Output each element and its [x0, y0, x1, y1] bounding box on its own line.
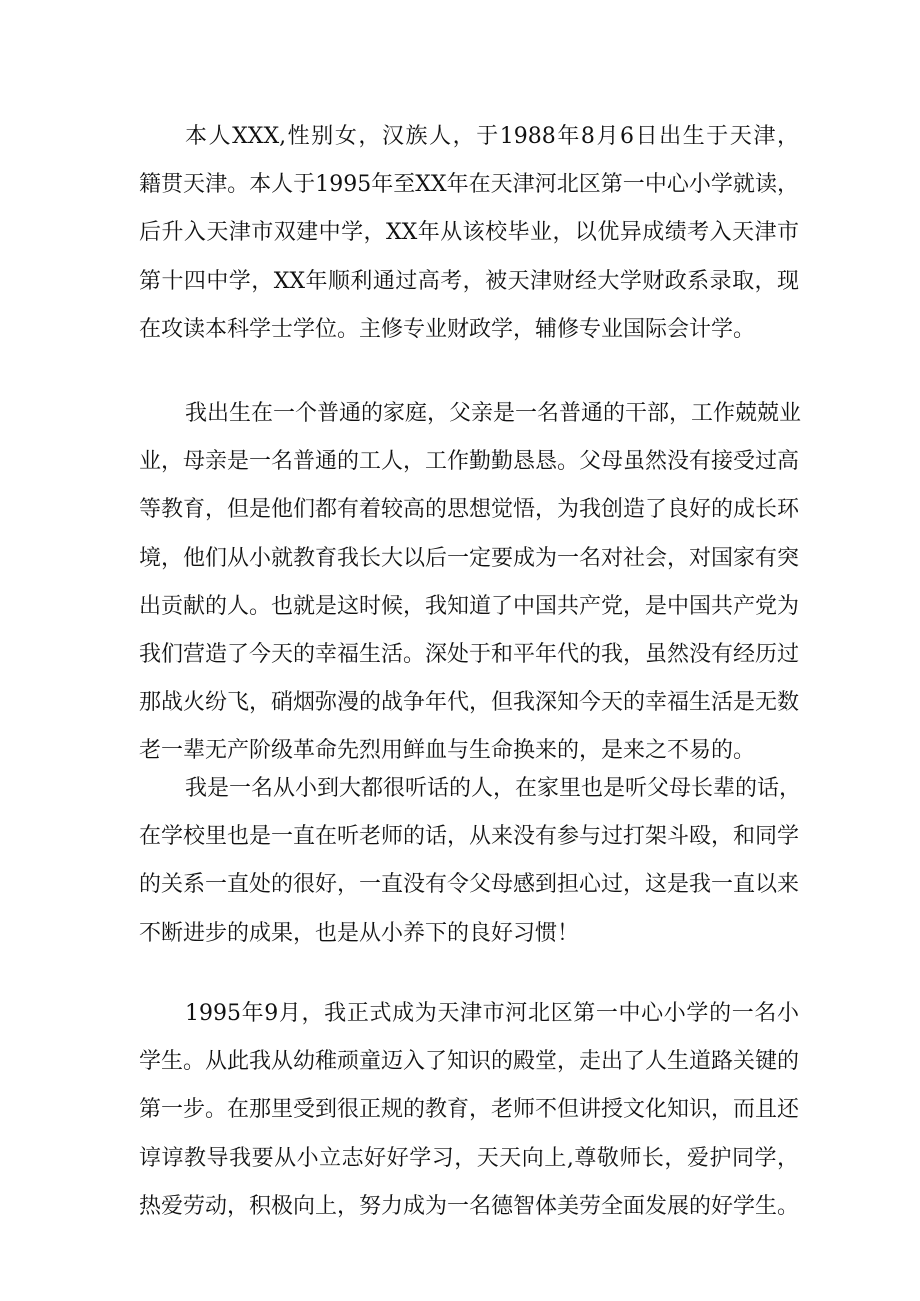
text-line: 那战火纷飞，硝烟弥漫的战争年代，但我深知今天的幸福生活是无数	[139, 690, 800, 716]
text-line: 业，母亲是一名普通的工人，工作勤勤恳恳。父母虽然没有接受过高	[139, 449, 800, 475]
text-line: 我们营造了今天的幸福生活。深处于和平年代的我，虽然没有经历过	[139, 641, 800, 667]
text-line: 谆谆教导我要从小立志好好学习，天天向上,尊敬师长，爱护同学，	[139, 1145, 799, 1171]
text-line: 1995年9月，我正式成为天津市河北区第一中心小学的一名小	[185, 1001, 799, 1026]
paragraph-family	[139, 390, 802, 776]
text-line: 籍贯天津。本人于1995年至XX年在天津河北区第一中心小学就读，	[139, 172, 799, 198]
text-line: 学生。从此我从幼稚顽童迈入了知识的殿堂，走出了人生道路关键的	[139, 1049, 800, 1075]
text-line: 在攻读本科学士学位。主修专业财政学，辅修专业国际会计学。	[139, 316, 756, 342]
text-line: 境，他们从小就教育我长大以后一定要成为一名对社会，对国家有突	[139, 545, 800, 571]
text-line: 老一辈无产阶级革命先烈用鲜血与生命换来的，是来之不易的。	[139, 738, 756, 764]
paragraph-personal-info	[139, 113, 799, 354]
text-line: 的关系一直处的很好，一直没有令父母感到担心过，这是我一直以来	[139, 872, 800, 898]
text-line: 热爱劳动，积极向上，努力成为一名德智体美劳全面发展的好学生。	[139, 1193, 800, 1219]
paragraph-character	[139, 765, 802, 958]
text-line: 第一步。在那里受到很正规的教育，老师不但讲授文化知识，而且还	[139, 1097, 800, 1123]
text-line: 我出生在一个普通的家庭，父亲是一名普通的干部，工作兢兢业	[185, 401, 802, 426]
text-line: 第十四中学，XX年顺利通过高考，被天津财经大学财政系录取，现	[139, 268, 799, 294]
text-line: 后升入天津市双建中学，XX年从该校毕业，以优异成绩考入天津市	[139, 220, 799, 246]
text-line: 等教育，但是他们都有着较高的思想觉悟，为我创造了良好的成长环	[139, 497, 800, 523]
paragraph-primary-school	[139, 990, 799, 1231]
text-line: 不断进步的成果，也是从小养下的良好习惯！	[139, 920, 580, 946]
text-line: 本人XXX,性别女，汉族人，于1988年8月6日出生于天津，	[185, 124, 799, 149]
text-line: 在学校里也是一直在听老师的话，从来没有参与过打架斗殴，和同学	[139, 824, 800, 850]
text-line: 出贡献的人。也就是这时候，我知道了中国共产党，是中国共产党为	[139, 593, 800, 619]
text-line: 我是一名从小到大都很听话的人，在家里也是听父母长辈的话，	[185, 776, 802, 801]
